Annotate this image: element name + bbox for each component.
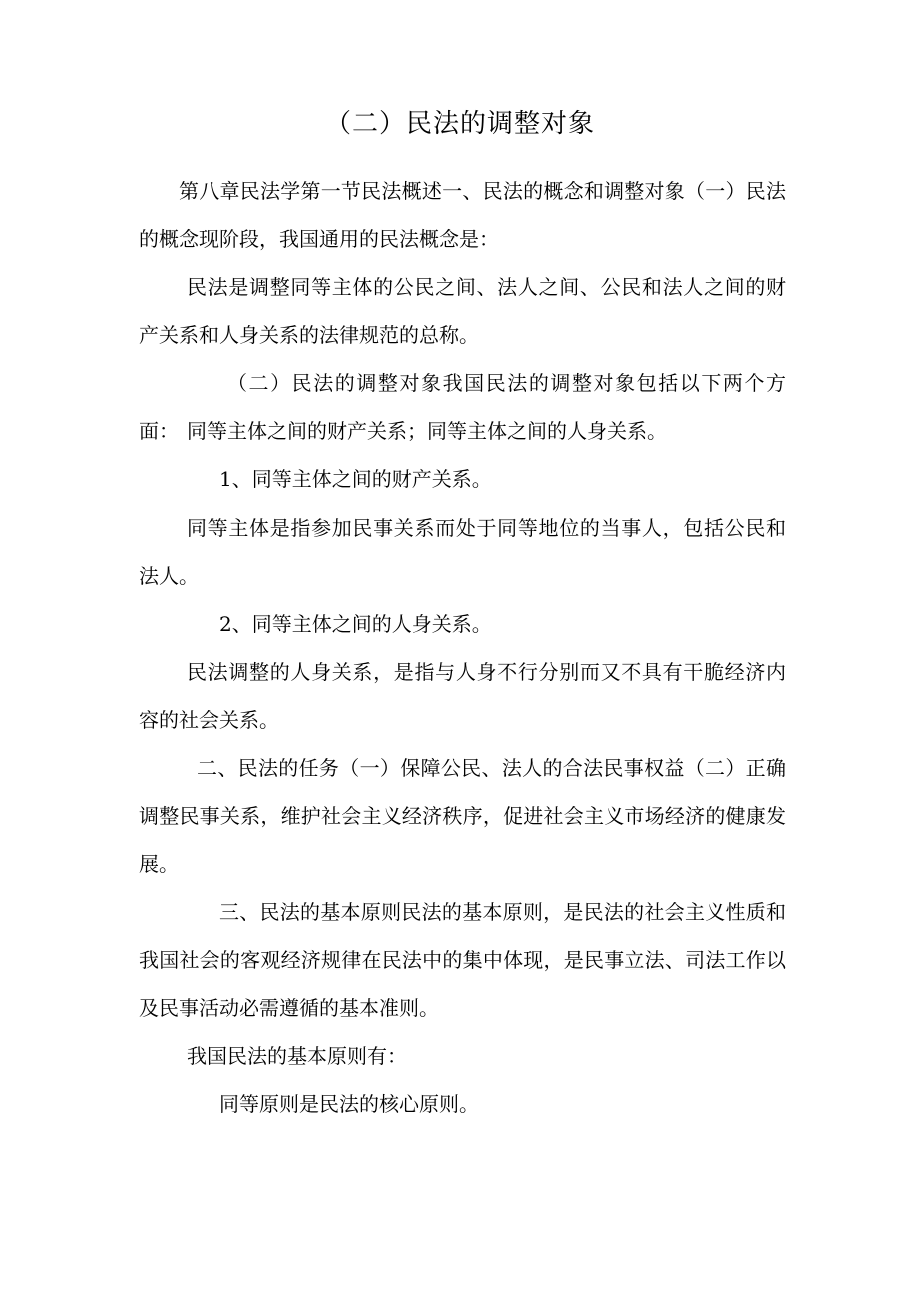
paragraph-4: 同等主体之间的财产关系；同等主体之间的人身关系。: [187, 419, 667, 443]
paragraph-3: （二）民法的调整对象我国民法的调整对象包括以下两个方面：: [139, 371, 786, 443]
document-title: （二）民法的调整对象: [324, 109, 595, 139]
paragraph-9: 二、民法的任务（一）保障公民、法人的合法民事权益（二）正确调整民事关系，维护社会主义经济秩序，促进社会主义市场经济的健康发展。: [139, 756, 786, 876]
paragraph-5: 1、同等主体之间的财产关系。: [219, 467, 492, 491]
paragraph-6: 同等主体是指参加民事关系而处于同等地位的当事人，包括公民和法人。: [139, 516, 786, 588]
paragraph-2: 民法是调整同等主体的公民之间、法人之间、公民和法人之间的财产关系和人身关系的法律规范的总称。: [139, 275, 786, 347]
paragraph-8: 民法调整的人身关系，是指与人身不行分别而又不具有干脆经济内容的社会关系。: [139, 660, 786, 732]
paragraph-11: 我国民法的基本原则有：: [187, 1044, 407, 1068]
paragraph-10: 三、民法的基本原则民法的基本原则，是民法的社会主义性质和我国社会的客观经济规律在民法中的集中体现，是民事立法、司法工作以及民事活动必需遵循的基本准则。: [139, 900, 786, 1020]
paragraph-7: 2、同等主体之间的人身关系。: [219, 612, 492, 636]
paragraph-1: 第八章民法学第一节民法概述一、民法的概念和调整对象（一）民法的概念现阶段，我国通用的民法概念是：: [139, 179, 786, 251]
paragraph-12: 同等原则是民法的核心原则。: [219, 1092, 479, 1116]
